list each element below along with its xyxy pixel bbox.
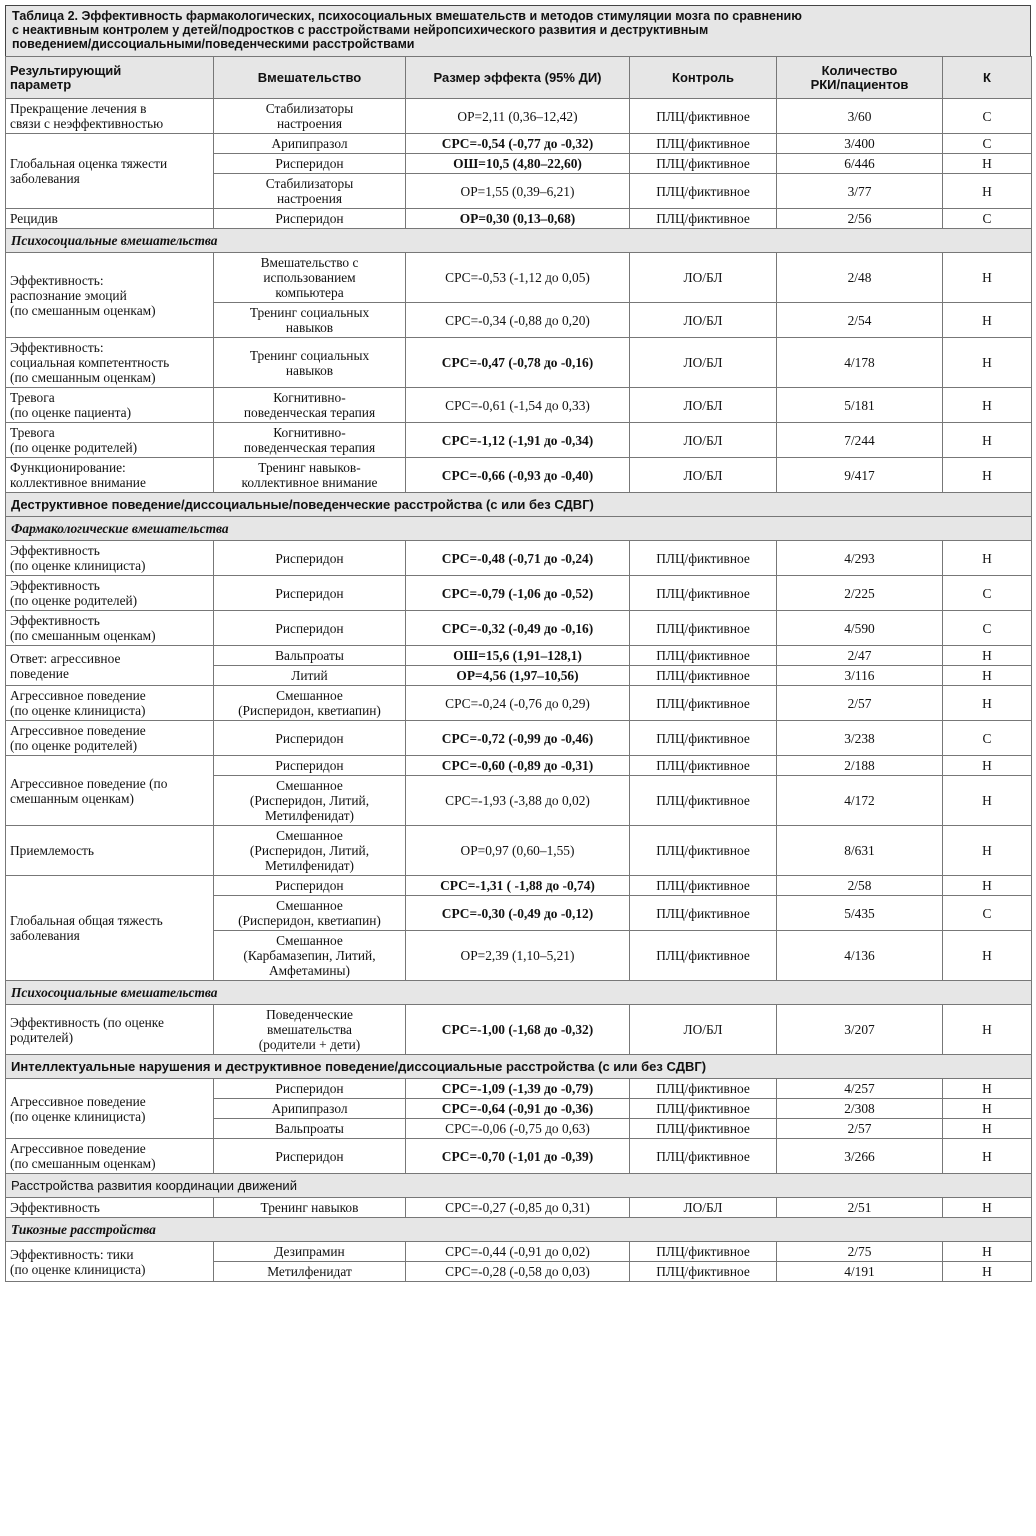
- intervention-cell: Рисперидон: [214, 209, 406, 229]
- control-cell: ПЛЦ/фиктивное: [630, 776, 777, 826]
- table-row: [6, 134, 1032, 154]
- intervention-cell: Вмешательство с использованием компьютера: [214, 253, 406, 303]
- effect-size-cell: ОШ=15,6 (1,91–128,1): [406, 646, 630, 666]
- intervention-cell: Тренинг социальных навыков: [214, 303, 406, 338]
- k-cell: Н: [943, 388, 1032, 423]
- k-cell: Н: [943, 826, 1032, 876]
- k-cell: Н: [943, 1262, 1032, 1282]
- intervention-cell: Рисперидон: [214, 541, 406, 576]
- outcome-cell: Эффективность: [6, 1198, 214, 1218]
- effect-size-cell: СРС=-1,12 (-1,91 до -0,34): [406, 423, 630, 458]
- table-row: [6, 338, 1032, 388]
- control-cell: ПЛЦ/фиктивное: [630, 154, 777, 174]
- intervention-cell: Смешанное (Рисперидон, Литий, Метилфенидат): [214, 776, 406, 826]
- effect-size-cell: СРС=-0,06 (-0,75 до 0,63): [406, 1119, 630, 1139]
- effect-size-cell: СРС=-0,48 (-0,71 до -0,24): [406, 541, 630, 576]
- header-outcome: Результирующий параметр: [6, 57, 214, 99]
- control-cell: ЛО/БЛ: [630, 253, 777, 303]
- intervention-cell: Смешанное (Карбамазепин, Литий, Амфетамины): [214, 931, 406, 981]
- table-row: [6, 646, 1032, 666]
- table-row: [6, 721, 1032, 756]
- rct-count-cell: 3/116: [777, 666, 943, 686]
- outcome-cell: Глобальная оценка тяжести заболевания: [6, 134, 214, 209]
- effect-size-cell: СРС=-1,00 (-1,68 до -0,32): [406, 1005, 630, 1055]
- effect-size-cell: СРС=-0,34 (-0,88 до 0,20): [406, 303, 630, 338]
- control-cell: ПЛЦ/фиктивное: [630, 686, 777, 721]
- rct-count-cell: 5/181: [777, 388, 943, 423]
- rct-count-cell: 2/225: [777, 576, 943, 611]
- effect-size-cell: СРС=-0,61 (-1,54 до 0,33): [406, 388, 630, 423]
- outcome-cell: Агрессивное поведение (по смешанным оценкам): [6, 756, 214, 826]
- intervention-cell: Рисперидон: [214, 1079, 406, 1099]
- control-cell: ПЛЦ/фиктивное: [630, 134, 777, 154]
- control-cell: ПЛЦ/фиктивное: [630, 666, 777, 686]
- rct-count-cell: 4/191: [777, 1262, 943, 1282]
- k-cell: Н: [943, 1005, 1032, 1055]
- control-cell: ПЛЦ/фиктивное: [630, 1099, 777, 1119]
- k-cell: Н: [943, 1242, 1032, 1262]
- effect-size-cell: СРС=-0,70 (-1,01 до -0,39): [406, 1139, 630, 1174]
- effect-size-cell: СРС=-1,93 (-3,88 до 0,02): [406, 776, 630, 826]
- k-cell: С: [943, 896, 1032, 931]
- caption-line: поведением/диссоциальными/поведенческими расстройствами: [12, 37, 415, 51]
- intervention-cell: Рисперидон: [214, 1139, 406, 1174]
- effect-size-cell: СРС=-0,47 (-0,78 до -0,16): [406, 338, 630, 388]
- table-row: [6, 253, 1032, 303]
- control-cell: ПЛЦ/фиктивное: [630, 876, 777, 896]
- control-cell: ПЛЦ/фиктивное: [630, 611, 777, 646]
- outcome-cell: Агрессивное поведение (по оценке клинициста): [6, 1079, 214, 1139]
- intervention-cell: Тренинг социальных навыков: [214, 338, 406, 388]
- table-row: [6, 611, 1032, 646]
- control-cell: ПЛЦ/фиктивное: [630, 576, 777, 611]
- table-container: [5, 5, 1031, 1282]
- table-row: [6, 209, 1032, 229]
- section-row: [6, 981, 1032, 1005]
- section-row: [6, 229, 1032, 253]
- outcome-cell: Эффективность (по оценке родителей): [6, 1005, 214, 1055]
- header-row: [6, 57, 1032, 99]
- section-row: [6, 1174, 1032, 1198]
- results-table: [5, 56, 1032, 1282]
- control-cell: ЛО/БЛ: [630, 458, 777, 493]
- effect-size-cell: СРС=-0,64 (-0,91 до -0,36): [406, 1099, 630, 1119]
- intervention-cell: Рисперидон: [214, 876, 406, 896]
- effect-size-cell: ОР=1,55 (0,39–6,21): [406, 174, 630, 209]
- k-cell: С: [943, 611, 1032, 646]
- rct-count-cell: 2/58: [777, 876, 943, 896]
- intervention-cell: Когнитивно- поведенческая терапия: [214, 423, 406, 458]
- rct-count-cell: 2/308: [777, 1099, 943, 1119]
- k-cell: Н: [943, 931, 1032, 981]
- outcome-cell: Функционирование: коллективное внимание: [6, 458, 214, 493]
- header-k: К: [943, 57, 1032, 99]
- intervention-cell: Рисперидон: [214, 576, 406, 611]
- outcome-cell: Эффективность (по оценке родителей): [6, 576, 214, 611]
- section-row: [6, 1218, 1032, 1242]
- outcome-cell: Тревога (по оценке пациента): [6, 388, 214, 423]
- outcome-cell: Приемлемость: [6, 826, 214, 876]
- control-cell: ПЛЦ/фиктивное: [630, 1119, 777, 1139]
- k-cell: С: [943, 134, 1032, 154]
- rct-count-cell: 6/446: [777, 154, 943, 174]
- caption-line: с неактивным контролем у детей/подростков с расстройствами нейропсихического развития и деструктивным: [12, 23, 709, 37]
- rct-count-cell: 4/172: [777, 776, 943, 826]
- table-row: [6, 541, 1032, 576]
- effect-size-cell: СРС=-0,53 (-1,12 до 0,05): [406, 253, 630, 303]
- control-cell: ПЛЦ/фиктивное: [630, 826, 777, 876]
- header-control: Контроль: [630, 57, 777, 99]
- intervention-cell: Вальпроаты: [214, 646, 406, 666]
- rct-count-cell: 5/435: [777, 896, 943, 931]
- control-cell: ЛО/БЛ: [630, 1198, 777, 1218]
- k-cell: Н: [943, 646, 1032, 666]
- control-cell: ПЛЦ/фиктивное: [630, 721, 777, 756]
- rct-count-cell: 3/207: [777, 1005, 943, 1055]
- intervention-cell: Стабилизаторы настроения: [214, 99, 406, 134]
- rct-count-cell: 4/178: [777, 338, 943, 388]
- intervention-cell: Смешанное (Рисперидон, Литий, Метилфенидат): [214, 826, 406, 876]
- k-cell: Н: [943, 776, 1032, 826]
- k-cell: Н: [943, 876, 1032, 896]
- table-row: [6, 1079, 1032, 1099]
- k-cell: Н: [943, 1139, 1032, 1174]
- k-cell: Н: [943, 1198, 1032, 1218]
- rct-count-cell: 2/54: [777, 303, 943, 338]
- control-cell: ПЛЦ/фиктивное: [630, 756, 777, 776]
- control-cell: ПЛЦ/фиктивное: [630, 1262, 777, 1282]
- table-row: [6, 876, 1032, 896]
- section-title: Психосоциальные вмешательства: [6, 229, 1032, 253]
- rct-count-cell: 4/590: [777, 611, 943, 646]
- control-cell: ПЛЦ/фиктивное: [630, 541, 777, 576]
- effect-size-cell: СРС=-0,72 (-0,99 до -0,46): [406, 721, 630, 756]
- section-title: Фармакологические вмешательства: [6, 517, 1032, 541]
- effect-size-cell: СРС=-0,28 (-0,58 до 0,03): [406, 1262, 630, 1282]
- rct-count-cell: 4/293: [777, 541, 943, 576]
- rct-count-cell: 8/631: [777, 826, 943, 876]
- rct-count-cell: 7/244: [777, 423, 943, 458]
- outcome-cell: Тревога (по оценке родителей): [6, 423, 214, 458]
- control-cell: ПЛЦ/фиктивное: [630, 1139, 777, 1174]
- outcome-cell: Прекращение лечения в связи с неэффективностью: [6, 99, 214, 134]
- effect-size-cell: СРС=-0,54 (-0,77 до -0,32): [406, 134, 630, 154]
- k-cell: Н: [943, 458, 1032, 493]
- intervention-cell: Тренинг навыков- коллективное внимание: [214, 458, 406, 493]
- k-cell: С: [943, 99, 1032, 134]
- control-cell: ЛО/БЛ: [630, 423, 777, 458]
- control-cell: ЛО/БЛ: [630, 388, 777, 423]
- effect-size-cell: СРС=-1,09 (-1,39 до -0,79): [406, 1079, 630, 1099]
- section-title: Тикозные расстройства: [6, 1218, 1032, 1242]
- effect-size-cell: ОШ=10,5 (4,80–22,60): [406, 154, 630, 174]
- effect-size-cell: ОР=2,11 (0,36–12,42): [406, 99, 630, 134]
- k-cell: Н: [943, 253, 1032, 303]
- table-row: [6, 686, 1032, 721]
- effect-size-cell: ОР=4,56 (1,97–10,56): [406, 666, 630, 686]
- outcome-cell: Эффективность: тики (по оценке клинициста): [6, 1242, 214, 1282]
- effect-size-cell: СРС=-0,30 (-0,49 до -0,12): [406, 896, 630, 931]
- rct-count-cell: 2/57: [777, 1119, 943, 1139]
- outcome-cell: Агрессивное поведение (по смешанным оценкам): [6, 1139, 214, 1174]
- intervention-cell: Смешанное (Рисперидон, кветиапин): [214, 896, 406, 931]
- section-row: [6, 493, 1032, 517]
- rct-count-cell: 3/266: [777, 1139, 943, 1174]
- table-row: [6, 1242, 1032, 1262]
- control-cell: ПЛЦ/фиктивное: [630, 1242, 777, 1262]
- intervention-cell: Поведенческие вмешательства (родители + дети): [214, 1005, 406, 1055]
- intervention-cell: Вальпроаты: [214, 1119, 406, 1139]
- intervention-cell: Метилфенидат: [214, 1262, 406, 1282]
- outcome-cell: Ответ: агрессивное поведение: [6, 646, 214, 686]
- control-cell: ЛО/БЛ: [630, 1005, 777, 1055]
- effect-size-cell: СРС=-0,32 (-0,49 до -0,16): [406, 611, 630, 646]
- control-cell: ПЛЦ/фиктивное: [630, 646, 777, 666]
- control-cell: ЛО/БЛ: [630, 303, 777, 338]
- rct-count-cell: 3/400: [777, 134, 943, 154]
- rct-count-cell: 2/188: [777, 756, 943, 776]
- intervention-cell: Смешанное (Рисперидон, кветиапин): [214, 686, 406, 721]
- effect-size-cell: СРС=-0,66 (-0,93 до -0,40): [406, 458, 630, 493]
- outcome-cell: Глобальная общая тяжесть заболевания: [6, 876, 214, 981]
- k-cell: Н: [943, 756, 1032, 776]
- table-row: [6, 388, 1032, 423]
- k-cell: С: [943, 721, 1032, 756]
- k-cell: Н: [943, 303, 1032, 338]
- header-rct-count: Количество РКИ/пациентов: [777, 57, 943, 99]
- caption-line: Таблица 2. Эффективность фармакологических, психосоциальных вмешательств и методов стимуляции мозга по сравнению: [12, 9, 802, 23]
- section-title: Психосоциальные вмешательства: [6, 981, 1032, 1005]
- control-cell: ЛО/БЛ: [630, 338, 777, 388]
- table-caption: [5, 5, 1031, 56]
- section-row: [6, 517, 1032, 541]
- k-cell: Н: [943, 666, 1032, 686]
- k-cell: Н: [943, 338, 1032, 388]
- section-title: Расстройства развития координации движений: [6, 1174, 1032, 1198]
- outcome-cell: Рецидив: [6, 209, 214, 229]
- rct-count-cell: 4/136: [777, 931, 943, 981]
- header-effect-size: Размер эффекта (95% ДИ): [406, 57, 630, 99]
- rct-count-cell: 2/56: [777, 209, 943, 229]
- table-row: [6, 99, 1032, 134]
- section-row: [6, 1055, 1032, 1079]
- rct-count-cell: 3/77: [777, 174, 943, 209]
- effect-size-cell: ОР=0,30 (0,13–0,68): [406, 209, 630, 229]
- table-header: [6, 57, 1032, 99]
- header-intervention: Вмешательство: [214, 57, 406, 99]
- table-row: [6, 1139, 1032, 1174]
- k-cell: Н: [943, 154, 1032, 174]
- intervention-cell: Арипипразол: [214, 134, 406, 154]
- outcome-cell: Агрессивное поведение (по оценке клинициста): [6, 686, 214, 721]
- table-row: [6, 423, 1032, 458]
- control-cell: ПЛЦ/фиктивное: [630, 174, 777, 209]
- outcome-cell: Эффективность: социальная компетентность (по смешанным оценкам): [6, 338, 214, 388]
- k-cell: Н: [943, 1079, 1032, 1099]
- rct-count-cell: 4/257: [777, 1079, 943, 1099]
- intervention-cell: Арипипразол: [214, 1099, 406, 1119]
- rct-count-cell: 2/57: [777, 686, 943, 721]
- outcome-cell: Агрессивное поведение (по оценке родителей): [6, 721, 214, 756]
- table-row: [6, 1198, 1032, 1218]
- outcome-cell: Эффективность (по смешанным оценкам): [6, 611, 214, 646]
- k-cell: Н: [943, 1119, 1032, 1139]
- rct-count-cell: 2/47: [777, 646, 943, 666]
- intervention-cell: Дезипрамин: [214, 1242, 406, 1262]
- table-row: [6, 458, 1032, 493]
- rct-count-cell: 2/48: [777, 253, 943, 303]
- intervention-cell: Рисперидон: [214, 611, 406, 646]
- intervention-cell: Рисперидон: [214, 154, 406, 174]
- table-body: [6, 99, 1032, 1282]
- effect-size-cell: СРС=-0,44 (-0,91 до 0,02): [406, 1242, 630, 1262]
- effect-size-cell: СРС=-0,27 (-0,85 до 0,31): [406, 1198, 630, 1218]
- table-row: [6, 576, 1032, 611]
- intervention-cell: Когнитивно- поведенческая терапия: [214, 388, 406, 423]
- rct-count-cell: 2/51: [777, 1198, 943, 1218]
- outcome-cell: Эффективность: распознание эмоций (по смешанным оценкам): [6, 253, 214, 338]
- section-title: Деструктивное поведение/диссоциальные/поведенческие расстройства (с или без СДВГ): [6, 493, 1032, 517]
- control-cell: ПЛЦ/фиктивное: [630, 896, 777, 931]
- intervention-cell: Литий: [214, 666, 406, 686]
- rct-count-cell: 2/75: [777, 1242, 943, 1262]
- k-cell: Н: [943, 1099, 1032, 1119]
- control-cell: ПЛЦ/фиктивное: [630, 1079, 777, 1099]
- effect-size-cell: ОР=0,97 (0,60–1,55): [406, 826, 630, 876]
- control-cell: ПЛЦ/фиктивное: [630, 209, 777, 229]
- effect-size-cell: ОР=2,39 (1,10–5,21): [406, 931, 630, 981]
- k-cell: С: [943, 209, 1032, 229]
- k-cell: С: [943, 576, 1032, 611]
- rct-count-cell: 3/238: [777, 721, 943, 756]
- table-row: [6, 826, 1032, 876]
- k-cell: Н: [943, 541, 1032, 576]
- table-row: [6, 1005, 1032, 1055]
- intervention-cell: Тренинг навыков: [214, 1198, 406, 1218]
- rct-count-cell: 9/417: [777, 458, 943, 493]
- effect-size-cell: СРС=-0,79 (-1,06 до -0,52): [406, 576, 630, 611]
- effect-size-cell: СРС=-1,31 ( -1,88 до -0,74): [406, 876, 630, 896]
- k-cell: Н: [943, 174, 1032, 209]
- intervention-cell: Рисперидон: [214, 721, 406, 756]
- k-cell: Н: [943, 423, 1032, 458]
- intervention-cell: Рисперидон: [214, 756, 406, 776]
- section-title: Интеллектуальные нарушения и деструктивное поведение/диссоциальные расстройства (с или без СДВГ): [6, 1055, 1032, 1079]
- control-cell: ПЛЦ/фиктивное: [630, 931, 777, 981]
- effect-size-cell: СРС=-0,24 (-0,76 до 0,29): [406, 686, 630, 721]
- rct-count-cell: 3/60: [777, 99, 943, 134]
- outcome-cell: Эффективность (по оценке клинициста): [6, 541, 214, 576]
- control-cell: ПЛЦ/фиктивное: [630, 99, 777, 134]
- table-row: [6, 756, 1032, 776]
- intervention-cell: Стабилизаторы настроения: [214, 174, 406, 209]
- k-cell: Н: [943, 686, 1032, 721]
- effect-size-cell: СРС=-0,60 (-0,89 до -0,31): [406, 756, 630, 776]
